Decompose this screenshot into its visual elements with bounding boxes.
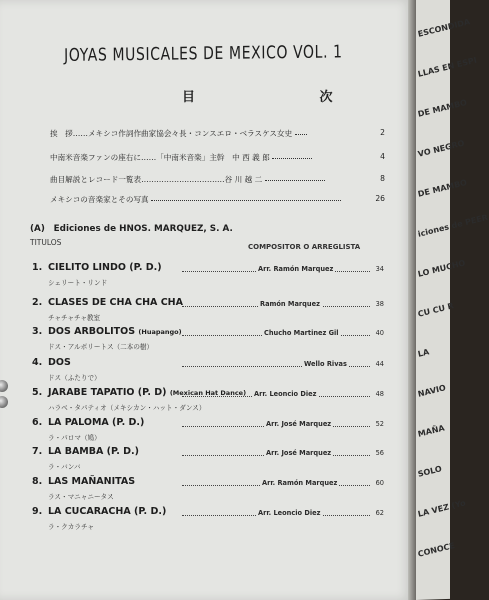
song-entry <box>32 262 384 294</box>
column-header-titles: TITULOS <box>30 238 62 247</box>
song-japanese-title: チャチャチャ教室 <box>48 314 101 322</box>
song-title <box>48 417 144 428</box>
song-number: 2. <box>32 297 43 308</box>
facing-page-text: DE MAMBO <box>417 97 468 119</box>
contents-heading: 目 次 <box>182 90 393 105</box>
front-matter-label: 曲目解説とレコード一覧表……………………………谷 川 越 二 <box>50 175 263 184</box>
front-matter-label: 挨 拶……メキシコ作詞作曲家協会々長・コンスエロ・ベラスケス女史 <box>50 129 293 138</box>
song-page-number: 56 <box>375 449 384 457</box>
song-composer: Wello Rivas <box>304 360 347 368</box>
song-japanese-title: ラ・バンバ <box>48 463 81 471</box>
song-entry <box>32 387 384 419</box>
front-matter-page: 2 <box>380 128 385 137</box>
song-japanese-title: ドス（ふたりで） <box>48 374 101 382</box>
song-number: 3. <box>32 326 43 337</box>
song-title <box>48 446 139 457</box>
facing-page-text: LLAS EN ESPI <box>417 55 478 79</box>
facing-page-text: DE MAMBO <box>417 177 468 199</box>
song-entry <box>32 417 384 449</box>
facing-page-text: LA <box>417 347 430 359</box>
facing-page-text: SOLO <box>417 464 443 479</box>
song-page-number: 40 <box>375 329 384 337</box>
facing-page-text: ESCONDIDA <box>417 17 471 39</box>
song-page-number: 38 <box>375 300 384 308</box>
facing-page-text: VO NEGRO <box>417 138 466 159</box>
song-title-text: DOS ARBOLITOS <box>48 326 136 337</box>
dot-leader <box>151 200 341 201</box>
song-page-number: 44 <box>375 360 384 368</box>
front-matter-page: 8 <box>380 174 385 183</box>
front-matter-label: 中南米音楽ファンの座右に……「中南米音楽」主幹 中 西 義 郎 <box>50 153 270 162</box>
song-page-number: 34 <box>375 265 384 273</box>
song-title-text: LA CUCARACHA (P. D.) <box>48 506 167 517</box>
song-japanese-title: ラス・マニャニータス <box>48 493 114 501</box>
book-gutter <box>408 0 416 600</box>
song-composer: Arr. Ramón Marquez <box>262 479 338 487</box>
song-title-text: CLASES DE CHA CHA CHA <box>48 297 183 308</box>
front-matter-item <box>50 152 385 163</box>
song-page-number: 62 <box>375 509 384 517</box>
song-number: 1. <box>32 262 43 273</box>
dot-leader <box>295 134 307 135</box>
song-number: 5. <box>32 387 43 398</box>
facing-page-text: CU CU R <box>417 301 455 319</box>
song-entry <box>32 357 384 389</box>
song-number: 9. <box>32 506 43 517</box>
binder-ring <box>0 380 8 392</box>
song-entry <box>32 476 384 508</box>
dot-leader <box>265 180 325 181</box>
song-japanese-title: ラ・クカラチャ <box>48 523 94 531</box>
song-title <box>48 506 166 517</box>
song-title <box>48 262 162 273</box>
binder-ring <box>0 396 8 408</box>
song-composer: Arr. Leoncio Diez <box>258 509 321 517</box>
song-entry <box>32 326 384 358</box>
song-entry <box>32 297 384 329</box>
section-heading: (A) Ediciones de HNOS. MARQUEZ, S. A. <box>30 224 233 234</box>
song-japanese-title: ハラベ・タパティオ（メキシカン・ハット・ダンス） <box>48 404 206 412</box>
song-japanese-title: ドス・アルボリートス（二本の樹） <box>48 343 154 351</box>
song-subtitle: (Mexican Hat Dance) <box>169 389 247 397</box>
song-number: 8. <box>32 476 43 487</box>
song-composer: Ramón Marquez <box>260 300 320 308</box>
song-title-text: LA PALOMA (P. D.) <box>48 417 145 428</box>
song-page-number: 48 <box>375 390 384 398</box>
song-title <box>48 476 135 487</box>
song-composer: Arr. Ramón Marquez <box>258 265 334 273</box>
facing-page-text: MAÑA <box>417 423 446 439</box>
song-japanese-title: ラ・パロマ（鳩） <box>48 434 101 442</box>
song-composer: Arr. Leoncio Diez <box>254 390 317 398</box>
song-title <box>48 297 183 308</box>
song-entry <box>32 506 384 538</box>
song-composer: Chucho Martinez Gil <box>264 329 339 337</box>
song-title-text: DOS <box>48 357 71 368</box>
song-page-number: 52 <box>375 420 384 428</box>
song-entry <box>32 446 384 478</box>
song-composer: Arr. José Marquez <box>266 449 332 457</box>
facing-page-text: NAVIO <box>417 383 447 399</box>
bleed-through-text <box>100 0 300 12</box>
front-matter-page: 26 <box>375 194 385 203</box>
front-matter-label: メキシコの音楽家とその写真 <box>50 195 149 204</box>
song-page-number: 60 <box>375 479 384 487</box>
song-title <box>48 326 182 337</box>
facing-page <box>416 0 489 600</box>
song-subtitle: (Huapango) <box>138 328 182 336</box>
front-matter-item <box>50 128 385 139</box>
facing-page-text: iciones de PEER <box>417 212 489 239</box>
book-title: JOYAS MUSICALES DE MEXICO VOL. 1 <box>64 42 343 66</box>
song-title-text: LA BAMBA (P. D.) <box>48 446 139 457</box>
song-japanese-title: シェリート・リンド <box>48 279 108 287</box>
song-composer: Arr. José Marquez <box>266 420 332 428</box>
song-number: 4. <box>32 357 43 368</box>
front-matter-item <box>50 174 385 185</box>
song-number: 7. <box>32 446 43 457</box>
facing-page-text: CONOCE <box>417 540 456 559</box>
facing-page-text: LA VEZ (Yo <box>417 498 467 519</box>
song-title <box>48 357 71 368</box>
song-title-text: CIELITO LINDO (P. D.) <box>48 262 162 273</box>
front-matter-page: 4 <box>380 152 385 161</box>
song-number: 6. <box>32 417 43 428</box>
song-title-text: JARABE TAPATIO (P. D) <box>48 387 167 398</box>
column-header-composer: COMPOSITOR O ARREGLISTA <box>248 243 361 251</box>
front-matter-item <box>50 194 385 205</box>
dot-leader <box>272 158 312 159</box>
facing-page-text: LO MUCHO <box>417 258 467 279</box>
song-title-text: LAS MAÑANITAS <box>48 476 136 487</box>
